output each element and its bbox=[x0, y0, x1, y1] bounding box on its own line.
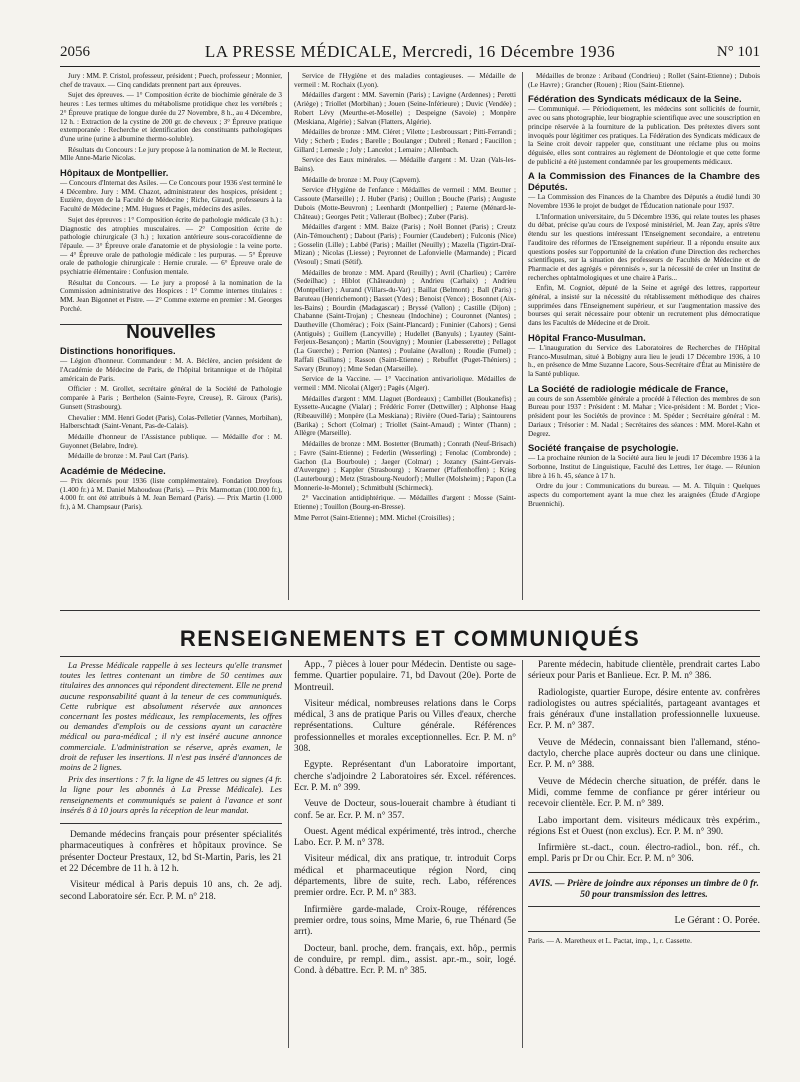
ads-column-3 bbox=[528, 660, 760, 1048]
sujets-2-paragraph: Sujet des épreuves : 1° Composition écrite de pathologie médicale (3 h.) : Diagnostic des atrophies musculaires. — 2° Composition écrite de pathologie chirurgicale (3 h.) ; luxation antérieure sous-coracoïdienne de l'épaule. — 3° Épreuve orale d'anatomie et de physiologie : la veine porte. — 4° Épreuve orale de pathologie médicale : les purpuras. — 5° Épreuve orale de pathologie chirurgicale : Hernie crurale. — 6° Épreuve orale de psychiatrie élémentaire : Confusion mentale. bbox=[60, 215, 282, 277]
classified-ad: Docteur, banl. proche, dem. français, ext. hôp., permis de conduire, pr rempl. dim., assist. apr.-m., soir, logé. Cond. à débattre. Ecr. P. M. n° 385. bbox=[294, 943, 516, 977]
printer-line: Paris. — A. Maretheux et L. Pactat, imp., 1, r. Cassette. bbox=[528, 936, 693, 946]
column-divider bbox=[288, 72, 289, 600]
academie-heading: Académie de Médecine. bbox=[60, 465, 166, 477]
cogniot-paragraph: Enfin, M. Cogniot, député de la Seine et agrégé des lettres, rapporteur général, a insisté sur la nécessité du rétablissement méthodique des chaires supprimées dans l'Enseignement supérieur, et sur l'augmentation massive des bourses qui serait nécessaire pour obtenir un recrutement plus démocratique dans les Facultés de Médecine et de Droit. bbox=[528, 284, 760, 328]
classified-ad: Visiteur médical, nombreuses relations dans le Corps médical, 3 ans de pratique Paris ou Villes d'eaux, cherche représentations. Culture générale. Références professionnelles et morales exceptionnelles. Ecr. P. M. n° 308. bbox=[294, 698, 516, 755]
column-2 bbox=[294, 72, 516, 602]
ads-column-2 bbox=[294, 660, 516, 1048]
classified-ad: Parente médecin, habitude clientèle, prendrait cartes Labo sérieux pour Paris et Banlieue. Ecr. P. M. n° 386. bbox=[528, 660, 760, 682]
column-1 bbox=[60, 72, 282, 602]
medaille-bronze-paragraph: Médaille de bronze : M. Paul Cart (Paris). bbox=[68, 452, 189, 461]
federation-paragraph: — Communiqué. — Périodiquement, les médecins sont sollicités de fournir, avec ou sans photographie, leur biographie scientifique avec une souscription en principe réservée à la fourniture de la publication. Des prétextes divers sont invoqués pour légitimer ces pratiques. La Fédération des Syndicats médicaux de la Seine croit devoir rappeler que, constituant une réclame plus ou moins déguisée, elles sont contraires au règlement de Déontologie et que cette forme de publicité a été justement condamnée par les groupements médicaux. bbox=[528, 105, 760, 166]
avis-notice: AVIS. — Prière de joindre aux réponses un timbre de 0 fr. 50 pour transmission des lettres. bbox=[528, 872, 760, 907]
resultats-2-paragraph: Résultat du Concours. — Le jury a proposé à la nomination de la Commission administrative des Hospices : 1° Comme internes titulaires : MM. Jean Bigonnet et Pistre. — 2° Comme externe en premier : M. Georges Porché. bbox=[60, 278, 282, 313]
classified-ad: Infirmière st.-dact., coun. électro-radiol., bon. réf., ch. empl. Paris pr Dr ou Chir. Ecr. P. M. n° 306. bbox=[528, 843, 760, 865]
journal-title: LA PRESSE MÉDICALE, Mercredi, 16 Décembre 1936 bbox=[204, 42, 616, 61]
eaux-paragraph: Service des Eaux minérales. — Médaille d'argent : M. Uzan (Vals-les-Bains). bbox=[294, 156, 516, 174]
information-paragraph: L'Information universitaire, du 5 Décembre 1936, qui relate toutes les phases du débat, précise qu'au cours de l'exposé ministériel, M. Jean Zay, après s'être étendu sur les questions intéressant l'Enseignement secondaire, a entretenu l'auditoire des réformes de l'Enseignement supérieur. Il a répondu ensuite aux questions posées sur l'opportunité de la création d'une Direction des recherches scientifiques, sur la situation des professeurs de Facultés de Médecine et de Pharmacie et des agrégés « pérennisés », sur la nécessité de créer un Institut de recherches ophtalmologiques et une chaire à Paris... bbox=[528, 212, 760, 282]
argent-2-paragraph: Médailles d'argent : MM. Baize (Paris) ; Noël Bonnet (Paris) ; Creutz (Ain-Témouchent) ; Dabout (Paris) ; Fournier (Caudebert) ; Fulconis (Nice) ; Gosselin (Lille) ; Labbé (Paris) ; Maillet (Neuilly) ; Mazella (Tigzirt-Draï-Mizan) ; Nicolas (Liesse) ; Peyronnet de Lafonvielle (Marmande) ; Picard (Vesoul) ; Smati (Sétif). bbox=[294, 223, 516, 267]
bronze-1-paragraph: Médailles de bronze : MM. Cléret ; Vilette ; Lesbroussart ; Pitti-Ferrandi ; Vidy ; Scherb ; Eudes ; Barelle ; Boulanger ; Dubreil ; Renard ; Faucillon ; Gillard ; Lemesle ; Joly ; Lancelot ; Lemaire ; Allenbach. bbox=[294, 128, 516, 154]
hopitaux-paragraph: — Concours d'Internat des Asiles. — Ce Concours pour 1936 s'est terminé le 4 Décembre. Jury : MM. Chazot, administrateur des hospices, président ; Euzière, doyen de la Faculté de Médecine ; Riche, Giraud, professeurs à la Faculté de Médecine ; MM. Hugues et Pagès, médecins des asiles. bbox=[60, 179, 282, 214]
diphterique-paragraph: 2° Vaccination antidiphtérique. — Médailles d'argent : Mosse (Saint-Etienne) ; Touillon (Bourg-en-Bresse). bbox=[294, 494, 516, 512]
classified-ad: Infirmière garde-malade, Croix-Rouge, références premier ordre, tous soins, Mme Marie, 6, rue Thénard (5e arrt). bbox=[294, 904, 516, 938]
classified-ad: Demande médecins français pour présenter spécialités pharmaceutiques à confrères et hôpitaux province. Se présenter Docteur Prestaux, 12, bd St-Martin, Paris, les 21 et 22 Décembre de 11 h. à 12 h. bbox=[60, 830, 282, 874]
federation-heading: Fédération des Syndicats médicaux de la Seine. bbox=[528, 93, 742, 105]
vaccine-paragraph: Service de la Vaccine. — 1° Vaccination antivariolique. Médailles de vermeil : MM. Nicolai (Alger) ; Pagès (Alger). bbox=[294, 375, 516, 392]
nouvelles-heading: Nouvelles bbox=[60, 324, 282, 338]
distinctions-paragraph: — Légion d'honneur. Commandeur : M. A. Béclère, ancien président de l'Académie de Médecine de Paris, de l'hôpital britannique et de l'hôpital américain de Paris. bbox=[60, 357, 282, 383]
academie-paragraph: — Prix décernés pour 1936 (liste complémentaire). Fondation Dreyfous (1.400 fr.) à M. Daniel Mahoudeau (Paris). — Prix Marmottan (100.000 fr.), 4.000 fr. ont été attribués à M. Jean Bernard (Paris). — Prix Martin (1.000 fr.), à M. Champsaur (Paris). bbox=[60, 477, 282, 512]
classified-ad: App., 7 pièces à louer pour Médecin. Dentiste ou sage-femme. Quartier populaire. 71, bd Davout (20e). Porte de Montreuil. bbox=[294, 660, 516, 693]
radiologie-paragraph: au cours de son Assemblée générale a procédé à l'élection des membres de son Bureau pour 1937 : Président : M. Mahar ; Vice-président : M. Bordet ; Vice-président pour les Sociétés de province : M. Spéder ; Secrétaire général : M. Dariaux ; Trésorier : M. Nadal ; Secrétaires des séances : MM. Morel-Kahn et Degrez. bbox=[528, 394, 760, 438]
hopitaux-heading: Hôpitaux de Montpellier. bbox=[60, 167, 169, 179]
bronze-3-paragraph: Médailles de bronze : MM. Bostetter (Brumath) ; Conrath (Neuf-Brisach) ; Favre (Saint-Etienne) ; Federlin (Wesserling) ; Fenolac (Combronde) ; Gachon (La Bourboule) ; Jaeger (Colmar) ; Jozancy (Saint-Gervais-d'Auvergne) ; Kappler (Strasbourg) ; Kraemer (Pfaffenhoffen) ; Krieg (Lauterbourg) ; Metz (Strasbourg-Neudorf) ; Muller (Molsheim) ; Papon (La Monnerie-le-Montel) ; Schmitbuhl (Schirmeck). bbox=[294, 440, 516, 492]
classified-ad: Egypte. Représentant d'un Laboratoire important, cherche s'adjoindre 2 Laboratoires sér. Excel. références. Ecr. P. M. n° 399. bbox=[294, 760, 516, 793]
distinctions-heading: Distinctions honorifiques. bbox=[60, 345, 176, 357]
hopital-paragraph: — L'inauguration du Service des Laboratoires de Recherches de l'Hôpital Franco-Musulman, situé à Bobigny aura lieu le jeudi 17 Décembre 1936, à 10 h., en présence de Mme Suzanne Lacore, Sous-Secrétaire d'État au Ministère de la Santé publique. bbox=[528, 343, 760, 378]
psychologie-heading: Société française de psychologie. bbox=[528, 442, 679, 454]
section-rule bbox=[60, 610, 760, 611]
resultats-paragraph: Résultats du Concours : Le jury propose à la nomination de M. le Recteur, Mlle Anne-Marie Nicolas. bbox=[60, 145, 282, 163]
jury-paragraph: Jury : MM. P. Cristol, professeur, président ; Puech, professeur ; Monnier, chef de travaux. — Cinq candidats prennent part aux épreuves. bbox=[60, 72, 282, 89]
bronze-top-paragraph: Médailles de bronze : Aribaud (Condrieu) ; Rollet (Saint-Etienne) ; Dubois (Le Havre) ; Grancher (Rouen) ; Riou (Saint-Etienne). bbox=[528, 72, 760, 89]
column-divider bbox=[288, 660, 289, 1048]
page-number: 2056 bbox=[60, 44, 90, 60]
bronze-2-paragraph: Médailles de bronze : MM. Apard (Reuilly) ; Avril (Charlieu) ; Carrère (Sedeilhac) ; Hiblot (Châteaudun) ; Andrieu (Carhaix) ; Andrieu (Montpellier) ; Aurand (Villars-du-Var) ; Baillat (Belmont) ; Ball (Paris) ; Baruteau (Henrichemont) ; Basset (Ydes) ; Benoist (Vence) ; Bosonnet (Aix-les-Bains) ; Bourdin (Madagascar) ; Bryssé (Vallon) ; Castille (Dijon) ; Chabanne (Saint-Trojan) ; Chesneau (Indochine) ; Couronnet (Nantes) ; Dautheville (Chomérac) ; Foix (Saint-Plancard) ; Funinier (Cahors) ; Gensi (Antiguès) ; Guillem (Lancyville) ; Hudellet (Banyuls) ; Lyautey (Saint-Ferjeux-Besançon) ; Martin (Souvigny) ; Mounier (Labesserette) ; Pellagot (La Guerche) ; Perrion (Nantes) ; Poulaine (Avallon) ; Roudie (Fumel) ; Raffali (Saillans) ; Rasson (Saint-Etienne) ; Rebuffet (Puget-Théniers) ; Savary (Brunoy) ; Mme Sedan (Marseille). bbox=[294, 268, 516, 373]
medaille-paragraph: Médaille d'honneur de l'Assistance publique. — Médaille d'or : M. Guyonnet (Belabre, Indre). bbox=[60, 432, 282, 450]
classified-ad: Radiologiste, quartier Europe, désire entente av. confrères radiologistes ou autres spécialités, partageant avantages et frais généraux d'une installation professionnelle luxueuse. Ecr. P. M. n° 387. bbox=[528, 687, 760, 732]
officier-paragraph: Officier : M. Grollet, secrétaire général de la Société de Pathologie comparée à Paris ; Berthelon (Sainte-Feyre, Creuse), R. Giroux (Paris), Gunsett (Strasbourg). bbox=[60, 385, 282, 411]
column-divider bbox=[522, 660, 523, 1048]
enfance-paragraph: Service d'Hygiène de l'enfance : Médailles de vermeil : MM. Beutter ; Cassoute (Marseille) ; J. Huber (Paris) ; Ouillon ; Bouche (Paris) ; Auguste Dubois (Motte-Beuvron) ; Leenhardt (Montpellier) ; Paterne (Ménard-le-Château) ; Georges Petit ; Valleraut (Bolbec) ; Zuber (Paris). bbox=[294, 186, 516, 221]
classified-ad: Labo important dem. visiteurs médicaux très expérim., régions Est et Ouest (non exclus). Ecr. P. M. n° 390. bbox=[528, 815, 760, 837]
ads-column-1 bbox=[60, 660, 282, 1048]
radiologie-heading: La Société de radiologie médicale de France, bbox=[528, 382, 729, 394]
classified-ad: Veuve de Médecin cherche situation, de préfér. dans le Midi, comme femme de confiance pr gérer intérieur ou recevoir clientèle. Ecr. P. M. n° 389. bbox=[528, 776, 760, 810]
gerant-line: Le Gérant : O. Porée. bbox=[528, 913, 760, 933]
argent-1-paragraph: Médailles d'argent : MM. Savernin (Paris) ; Lavigne (Ardennes) ; Peretti (Ariège) ; Triollet (Morbihan) ; Jouen (Seine-Inférieure) ; Duvic (Vendée) ; Robert Lévy (Meurthe-et-Moselle) ; Despeigne (Savoie) ; Monpère (Meskiana, Algérie) ; Salvan (Flatters, Algérie). bbox=[294, 91, 516, 126]
sujets-paragraph: Sujet des épreuves. — 1° Composition écrite de biochimie générale de 3 heures : Les termes ultimes du métabolisme protidique chez les vertébrés ; 2° Épreuve pratique de longue durée du 27 Novembre, 8 h., au 4 Décembre, 12 h. : Extraction de la cystine de 200 gr. de cheveux ; 3° Épreuve pratique extemporanée : Recherche et identification des constituants pathologiques d'une urine (urine à albumine thermo-soluble). bbox=[60, 91, 282, 143]
commission-heading: A la Commission des Finances de la Chambre des Députés. bbox=[528, 170, 760, 193]
eaux-bronze-paragraph: Médaille de bronze : M. Pouy (Capvern). bbox=[302, 175, 421, 184]
page-header bbox=[60, 40, 760, 67]
section-title: RENSEIGNEMENTS ET COMMUNIQUÉS bbox=[179, 626, 641, 651]
commission-paragraph: — La Commission des Finances de la Chambre des Députés a étudié lundi 30 Novembre 1936 le projet de budget de l'Éducation nationale pour 1937. bbox=[528, 193, 760, 211]
classified-ad: Veuve de Médecin, connaissant bien l'allemand, sténo-dactylo, cherche place auprès docteur ou dans une clinique. Ecr. P. M. n° 388. bbox=[528, 737, 760, 771]
classified-ad: Visiteur médical à Paris depuis 10 ans, ch. 2e adj. second Laboratoire sér. Ecr. P. M. n° 218. bbox=[60, 880, 282, 902]
column-3 bbox=[528, 72, 760, 602]
notice-paragraph: La Presse Médicale rappelle à ses lecteurs qu'elle transmet toutes les lettres contenant un timbre de 50 centimes aux titulaires des annonces qui répondent directement. Elle ne prend aucune responsabilité quant à la teneur de ces communiqués. Cette rubrique est absolument réservée aux annonces concernant les postes médicaux, les remplacements, les offres ou demandes d'emplois ou de cessions ayant un caractère médical ou para-médical ; il n'y est inséré aucune annonce commerciale. L'administration se réserve, après examen, le droit de refuser les insertions. Il n'est pas inséré d'annonces de moins de 2 lignes. bbox=[60, 660, 282, 773]
column-divider bbox=[522, 72, 523, 600]
prices-paragraph: Prix des insertions : 7 fr. la ligne de 45 lettres ou signes (4 fr. la ligne pour les abonnés à La Presse Médicale). Les renseignements et communiqués se paient à l'avance et sont insérés 8 à 10 jours après la réception de leur mandat. bbox=[60, 774, 282, 815]
ordre-paragraph: Ordre du jour : Communications du bureau. — M. A. Tilquin : Quelques aspects du comportement ayant la mue chez les araignées (Étude d'Argiope Bruennichi). bbox=[528, 482, 760, 508]
psychologie-paragraph: — La prochaine réunion de la Société aura lieu le jeudi 17 Décembre 1936 à la Sorbonne, Institut de Linguistique, Faculté des Lettres, 1er étage. — Réunion libre à 16 h. 45, séance à 17 h. bbox=[528, 454, 760, 480]
hopital-heading: Hôpital Franco-Musulman. bbox=[528, 331, 646, 343]
issue-number: N° 101 bbox=[716, 44, 760, 60]
hygiene-paragraph: Service de l'Hygiène et des maladies contagieuses. — Médaille de vermeil : M. Rochaix (Lyon). bbox=[294, 72, 516, 89]
chevalier-paragraph: Chevalier : MM. Henri Godet (Paris), Colas-Pelletier (Vannes, Morbihan), Halberschtadt (Saint-Venant, Pas-de-Calais). bbox=[60, 413, 282, 431]
classified-ad: Visiteur médical, dix ans pratique, tr. introduit Corps médical et pharmaceutique région Nord, cinq départements, libre de suite, rech. Labo, références premier ordre. Ecr. P. M. n° 383. bbox=[294, 854, 516, 899]
perrot-paragraph: Mme Perrot (Saint-Etienne) ; MM. Michel (Croisilles) ; bbox=[294, 513, 455, 522]
classified-ad: Veuve de Docteur, sous-louerait chambre à étudiant ti conf. 5e ar. Ecr. P. M. n° 357. bbox=[294, 799, 516, 821]
argent-3-paragraph: Médailles d'argent : MM. Llaguet (Bordeaux) ; Cambillet (Boukanefis) ; Eyssette-Aucagne (Vialar) ; Frédéric Forrer (Dettwiller) ; Alphonse Haag (Ribeauvillé) ; Monpère (La Meskiana) ; Rivière (Oued-Taria) ; Saintourens (Barika) ; Schort (Colmar) ; Triollet (Saint-Arnaud) ; Winter (Thann) ; Allègre (Marseille). bbox=[294, 394, 516, 438]
classified-ad: Ouest. Agent médical expérimenté, très introd., cherche Labo. Ecr. P. M. n° 378. bbox=[294, 826, 516, 849]
section-rule bbox=[60, 656, 760, 657]
